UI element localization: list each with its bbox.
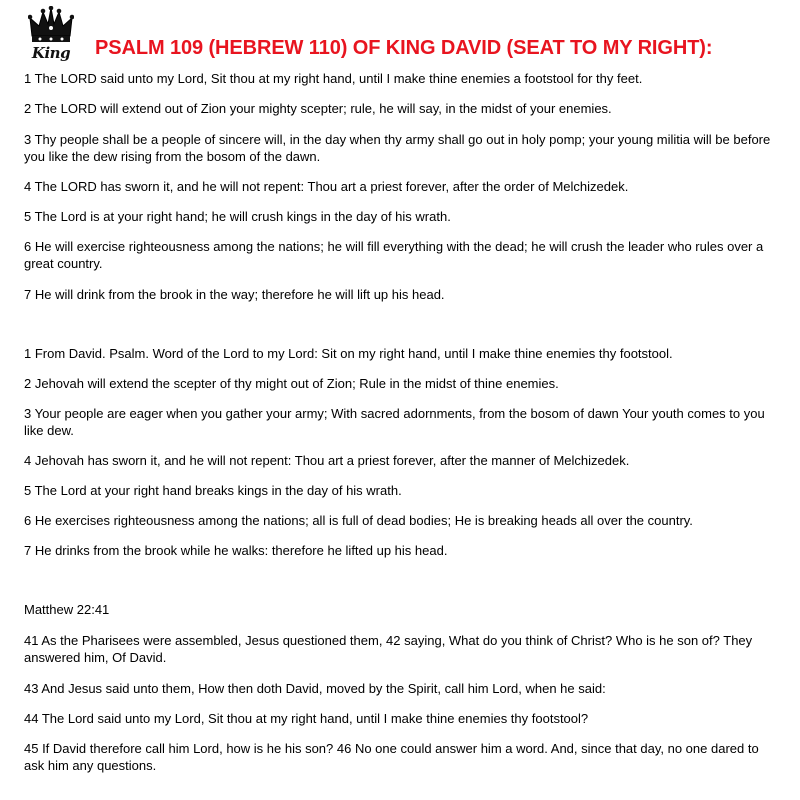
- page-header: [0, 0, 800, 68]
- verse-s1-2: 2 The LORD will extend out of Zion your mighty scepter; rule, he will say, in the midst of your enemies.: [24, 101, 612, 116]
- logo-text: King: [31, 44, 71, 62]
- verse-s2-7: 7 He drinks from the brook while he walks: therefore he lifted up his head.: [24, 543, 448, 558]
- verse-s2-1: 1 From David. Psalm. Word of the Lord to my Lord: Sit on my right hand, until I make thine enemies thy footstool.: [24, 346, 673, 361]
- verse-s3-4: 45 If David therefore call him Lord, how is he his son? 46 No one could answer him a word. And, since that day, no one dared to ask him any questions.: [24, 741, 759, 773]
- verse-s1-3: 3 Thy people shall be a people of sincere will, in the day when thy army shall go out in holy pomp; your young militia will be before you like the dew rising from the bosom of the dawn.: [24, 132, 771, 164]
- verse-s1-6: 6 He will exercise righteousness among the nations; he will fill everything with the dead; he will crush the leader who rules over a great country.: [24, 239, 764, 271]
- verse-s2-4: 4 Jehovah has sworn it, and he will not repent: Thou art a priest forever, after the manner of Melchizedek.: [24, 453, 630, 468]
- verse-s3-1: 41 As the Pharisees were assembled, Jesus questioned them, 42 saying, What do you think of Christ? Who is he son of? They answered him, Of David.: [24, 633, 753, 665]
- page-title: PSALM 109 (HEBREW 110) OF KING DAVID (SEAT TO MY RIGHT):: [95, 37, 713, 59]
- verse-s1-4: 4 The LORD has sworn it, and he will not repent: Thou art a priest forever, after the order of Melchizedek.: [24, 179, 629, 194]
- verse-s1-7: 7 He will drink from the brook in the way; therefore he will lift up his head.: [24, 287, 445, 302]
- verse-s2-2: 2 Jehovah will extend the scepter of thy might out of Zion; Rule in the midst of thine enemies.: [24, 376, 559, 391]
- verse-s2-3: 3 Your people are eager when you gather your army; With sacred adornments, from the bosom of dawn Your youth comes to you like dew.: [24, 406, 765, 438]
- crown-logo: [28, 6, 74, 64]
- verse-s1-1: 1 The LORD said unto my Lord, Sit thou at my right hand, until I make thine enemies a footstool for thy feet.: [24, 71, 643, 86]
- verse-s3-2: 43 And Jesus said unto them, How then doth David, moved by the Spirit, call him Lord, when he said:: [24, 681, 606, 696]
- scripture-reference: Matthew 22:41: [24, 602, 110, 617]
- verse-s2-5: 5 The Lord at your right hand breaks kings in the day of his wrath.: [24, 483, 402, 498]
- verse-s1-5: 5 The Lord is at your right hand; he will crush kings in the day of his wrath.: [24, 209, 451, 224]
- verse-s2-6: 6 He exercises righteousness among the nations; all is full of dead bodies; He is breaking heads all over the country.: [24, 513, 693, 528]
- crown-icon: [28, 6, 74, 44]
- verse-s3-3: 44 The Lord said unto my Lord, Sit thou at my right hand, until I make thine enemies thy footstool?: [24, 711, 589, 726]
